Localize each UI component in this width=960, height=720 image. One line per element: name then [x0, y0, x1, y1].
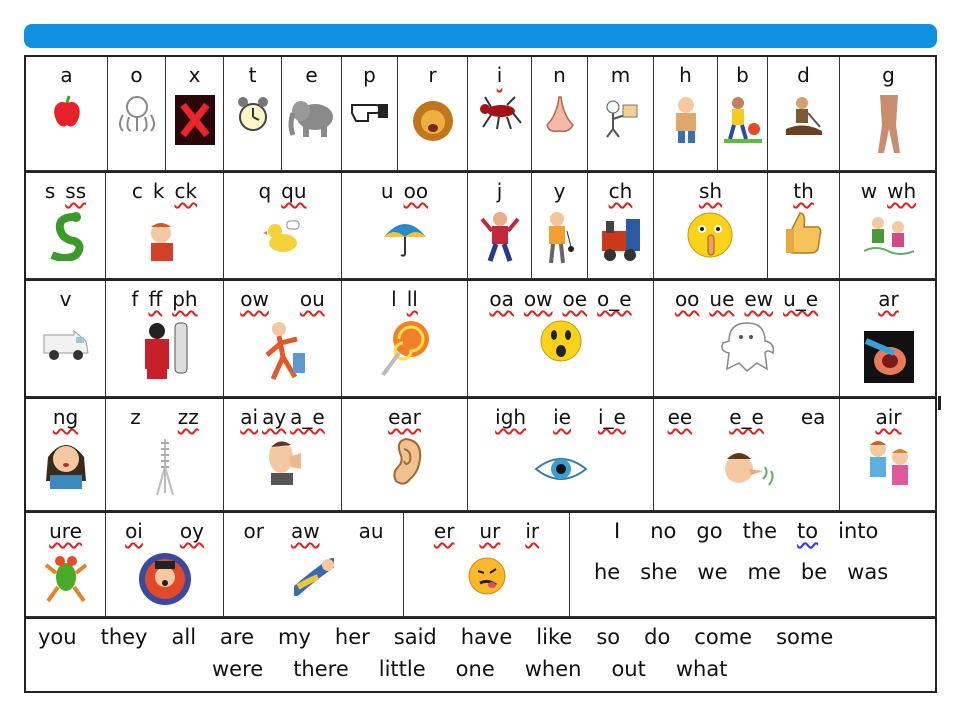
- grapheme: qu: [281, 179, 307, 203]
- grapheme: t: [248, 63, 257, 87]
- grapheme: u_e: [783, 287, 819, 311]
- cell-y: [532, 173, 588, 279]
- train-engine-icon: [598, 211, 644, 263]
- grapheme: wh: [887, 179, 917, 203]
- grapheme: v: [59, 287, 72, 311]
- grapheme: l: [391, 287, 397, 311]
- tricky-word: go: [696, 519, 723, 543]
- grapheme: k: [152, 179, 165, 203]
- cell-d: [768, 57, 840, 171]
- tricky-words-line-4: [212, 657, 727, 681]
- grapheme: ow: [240, 287, 269, 311]
- cell-ee-e_e-ea: [654, 399, 840, 511]
- grapheme: ff: [148, 287, 163, 311]
- grapheme: oa: [489, 287, 514, 311]
- hurt-man-hammer-icon: [257, 319, 309, 383]
- tricky-word: little: [378, 657, 426, 681]
- tricky-words-line-3: [38, 625, 833, 649]
- grapheme: ck: [174, 179, 198, 203]
- surprised-smiley-icon: [536, 319, 586, 367]
- tricky-word: the: [742, 519, 778, 543]
- grapheme: a_e: [290, 405, 325, 429]
- snake-icon: [48, 211, 84, 261]
- cell-ng: [26, 399, 106, 511]
- octopus-icon: [115, 95, 159, 133]
- grapheme: au: [358, 519, 384, 543]
- grapheme: oi: [125, 519, 143, 543]
- tricky-word: we: [697, 560, 728, 584]
- tricky-word: me: [747, 560, 781, 584]
- row-digraphs-4: [26, 513, 935, 619]
- tricky-word: you: [38, 625, 77, 649]
- elephant-icon: [287, 95, 337, 139]
- cell-e: [282, 57, 342, 171]
- cell-oo-ue-ew-u_e: [654, 281, 840, 397]
- cell-ch: [588, 173, 654, 279]
- cell-w-wh: [840, 173, 937, 279]
- cell-n: [532, 57, 588, 171]
- row-digraphs-2: [26, 281, 935, 399]
- dentist-mouth-icon: [864, 331, 914, 383]
- grapheme: ng: [52, 405, 79, 429]
- alarm-clock-icon: [235, 95, 271, 135]
- tricky-word: to: [797, 519, 819, 543]
- grapheme: oy: [179, 519, 204, 543]
- grapheme: m: [610, 63, 631, 87]
- tricky-word: out: [611, 657, 646, 681]
- cell-l-ll: [342, 281, 468, 397]
- tricky-word: were: [212, 657, 264, 681]
- grapheme: s: [44, 179, 56, 203]
- grapheme: e_e: [729, 405, 764, 429]
- tricky-word: do: [644, 625, 671, 649]
- grapheme: g: [882, 63, 895, 87]
- tricky-word: some: [776, 625, 834, 649]
- frog-icon: [44, 551, 88, 607]
- grapheme: ai: [240, 405, 259, 429]
- phone-booth-man-icon: [139, 319, 191, 381]
- tricky-word: into: [838, 519, 879, 543]
- grapheme: ew: [744, 287, 774, 311]
- nose-icon: [543, 95, 577, 135]
- grapheme: f: [131, 287, 139, 311]
- cell-x: [166, 57, 224, 171]
- wind-children-icon: [864, 211, 914, 261]
- sleeping-person-icon: [294, 557, 334, 597]
- cell-a: [26, 57, 108, 171]
- insect-icon: [477, 95, 523, 129]
- tricky-word: they: [100, 625, 148, 649]
- row-tricky-words: [26, 619, 935, 691]
- row-single-letters: [26, 57, 935, 173]
- grapheme: aw: [290, 519, 320, 543]
- cell-g: [840, 57, 937, 171]
- cell-oi-oy: [106, 513, 224, 617]
- grapheme: q: [258, 179, 272, 203]
- grapheme: igh: [495, 405, 527, 429]
- grapheme: air: [875, 405, 902, 429]
- ear-icon: [388, 437, 422, 489]
- listening-man-icon: [263, 437, 303, 487]
- tricky-word: no: [650, 519, 677, 543]
- grapheme: ue: [709, 287, 735, 311]
- grapheme: oo: [674, 287, 700, 311]
- grapheme: c: [131, 179, 143, 203]
- cell-p: [342, 57, 398, 171]
- grapheme: ar: [878, 287, 899, 311]
- grapheme: y: [553, 179, 566, 203]
- cell-ear: [342, 399, 468, 511]
- grapheme: i_e: [597, 405, 626, 429]
- grapheme: a: [60, 63, 73, 87]
- grapheme: oe: [562, 287, 588, 311]
- cell-or-aw-au: [224, 513, 404, 617]
- duck-icon: [263, 217, 303, 257]
- cell-f-ff-ph: [106, 281, 224, 397]
- tricky-word: like: [536, 625, 573, 649]
- grapheme: sh: [698, 179, 723, 203]
- cell-z-zz: [106, 399, 224, 511]
- grapheme: ear: [388, 405, 421, 429]
- cell-q-qu: [224, 173, 342, 279]
- tricky-word: she: [640, 560, 678, 584]
- cell-ai-ay-a_e: [224, 399, 342, 511]
- grapheme: ea: [800, 405, 826, 429]
- tricky-word: said: [393, 625, 437, 649]
- tricky-word: come: [694, 625, 753, 649]
- cell-sh: [654, 173, 768, 279]
- grapheme: ay: [262, 405, 287, 429]
- man-with-sign-icon: [601, 95, 641, 139]
- van-icon: [42, 327, 90, 361]
- jumping-boy-icon: [480, 211, 520, 265]
- grapheme: b: [736, 63, 749, 87]
- digging-man-icon: [782, 95, 826, 135]
- grapheme: x: [188, 63, 201, 87]
- cell-h: [654, 57, 718, 171]
- title-bar: [24, 24, 937, 48]
- eye-icon: [534, 449, 588, 489]
- grapheme: ll: [406, 287, 418, 311]
- tricky-words-line-1: [614, 519, 878, 543]
- grapheme: o_e: [597, 287, 632, 311]
- singing-woman-icon: [40, 437, 92, 489]
- tricky-words-line-2: [594, 560, 888, 584]
- shouting-man-badge-icon: [137, 551, 193, 607]
- two-children-icon: [862, 437, 916, 495]
- grapheme: ch: [608, 179, 633, 203]
- tricky-word: I: [614, 519, 621, 543]
- lollipop-icon: [379, 319, 431, 377]
- grapheme: ou: [299, 287, 325, 311]
- cell-ure: [26, 513, 106, 617]
- ghost-icon: [717, 319, 777, 373]
- grapheme: j: [496, 179, 503, 203]
- grapheme: ur: [479, 519, 501, 543]
- tricky-word: he: [594, 560, 621, 584]
- grapheme: p: [363, 63, 376, 87]
- cell-c-k-ck: [106, 173, 224, 279]
- grimace-smiley-icon: [468, 557, 506, 595]
- cell-v: [26, 281, 106, 397]
- grapheme: d: [797, 63, 810, 87]
- grapheme: ure: [49, 519, 82, 543]
- yoyo-boy-icon: [543, 211, 577, 267]
- tricky-word: was: [847, 560, 889, 584]
- cell-oa-ow-oe-o_e: [468, 281, 654, 397]
- tricky-word: so: [596, 625, 621, 649]
- grapheme: ir: [525, 519, 540, 543]
- tricky-word: be: [800, 560, 828, 584]
- row-digraphs-3: [26, 399, 935, 513]
- grapheme: er: [433, 519, 455, 543]
- tricky-word: one: [455, 657, 495, 681]
- cell-u-oo: [342, 173, 468, 279]
- row-digraphs-1: [26, 173, 935, 281]
- stray-mark: [938, 396, 941, 410]
- grapheme: w: [860, 179, 878, 203]
- grapheme: o: [130, 63, 143, 87]
- umbrella-icon: [382, 213, 428, 259]
- cell-j: [468, 173, 532, 279]
- grapheme: n: [553, 63, 566, 87]
- tricky-word: my: [278, 625, 311, 649]
- grapheme: i: [496, 63, 503, 87]
- zipper-icon: [153, 437, 177, 497]
- cell-ow-ou: [224, 281, 342, 397]
- cell-th: [768, 173, 840, 279]
- grapheme: th: [793, 179, 814, 203]
- cell-b: [718, 57, 768, 171]
- pointing-hand-icon: [350, 95, 390, 125]
- cell-er-ur-ir: [404, 513, 570, 617]
- cell-r: [398, 57, 468, 171]
- grapheme: oo: [403, 179, 429, 203]
- cell-s-ss: [26, 173, 106, 279]
- tricky-word: when: [524, 657, 582, 681]
- phonics-chart: [24, 55, 937, 693]
- tricky-word: there: [293, 657, 349, 681]
- grapheme: r: [428, 63, 437, 87]
- grapheme: u: [380, 179, 394, 203]
- grapheme: z: [130, 405, 141, 429]
- smelling-man-icon: [719, 445, 775, 495]
- lion-icon: [411, 95, 455, 145]
- cell-m: [588, 57, 654, 171]
- cell-o: [108, 57, 166, 171]
- cell-i: [468, 57, 532, 171]
- hurt-man-icon: [666, 95, 706, 145]
- tricky-word: what: [675, 657, 728, 681]
- cell-air: [840, 399, 937, 511]
- tricky-word: all: [171, 625, 197, 649]
- cell-t: [224, 57, 282, 171]
- grapheme: or: [243, 519, 264, 543]
- grapheme: ss: [65, 179, 87, 203]
- tricky-word: her: [334, 625, 370, 649]
- tricky-word: have: [460, 625, 513, 649]
- grapheme: ph: [172, 287, 198, 311]
- grapheme: ie: [553, 405, 571, 429]
- x-factor-logo-icon: [175, 95, 215, 145]
- boy-with-ball-icon: [724, 95, 762, 145]
- cell-igh-ie-i_e: [468, 399, 654, 511]
- cell-tricky-words: [570, 513, 937, 617]
- grapheme: e: [305, 63, 318, 87]
- thumbs-up-icon: [784, 211, 824, 255]
- grapheme: zz: [177, 405, 199, 429]
- grapheme: h: [679, 63, 692, 87]
- tricky-word: are: [220, 625, 255, 649]
- apple-icon: [52, 95, 82, 129]
- coughing-person-icon: [145, 219, 185, 263]
- grapheme: ee: [667, 405, 693, 429]
- shush-smiley-icon: [686, 211, 736, 261]
- cell-ar: [840, 281, 937, 397]
- legs-icon: [874, 95, 904, 155]
- grapheme: ow: [523, 287, 553, 311]
